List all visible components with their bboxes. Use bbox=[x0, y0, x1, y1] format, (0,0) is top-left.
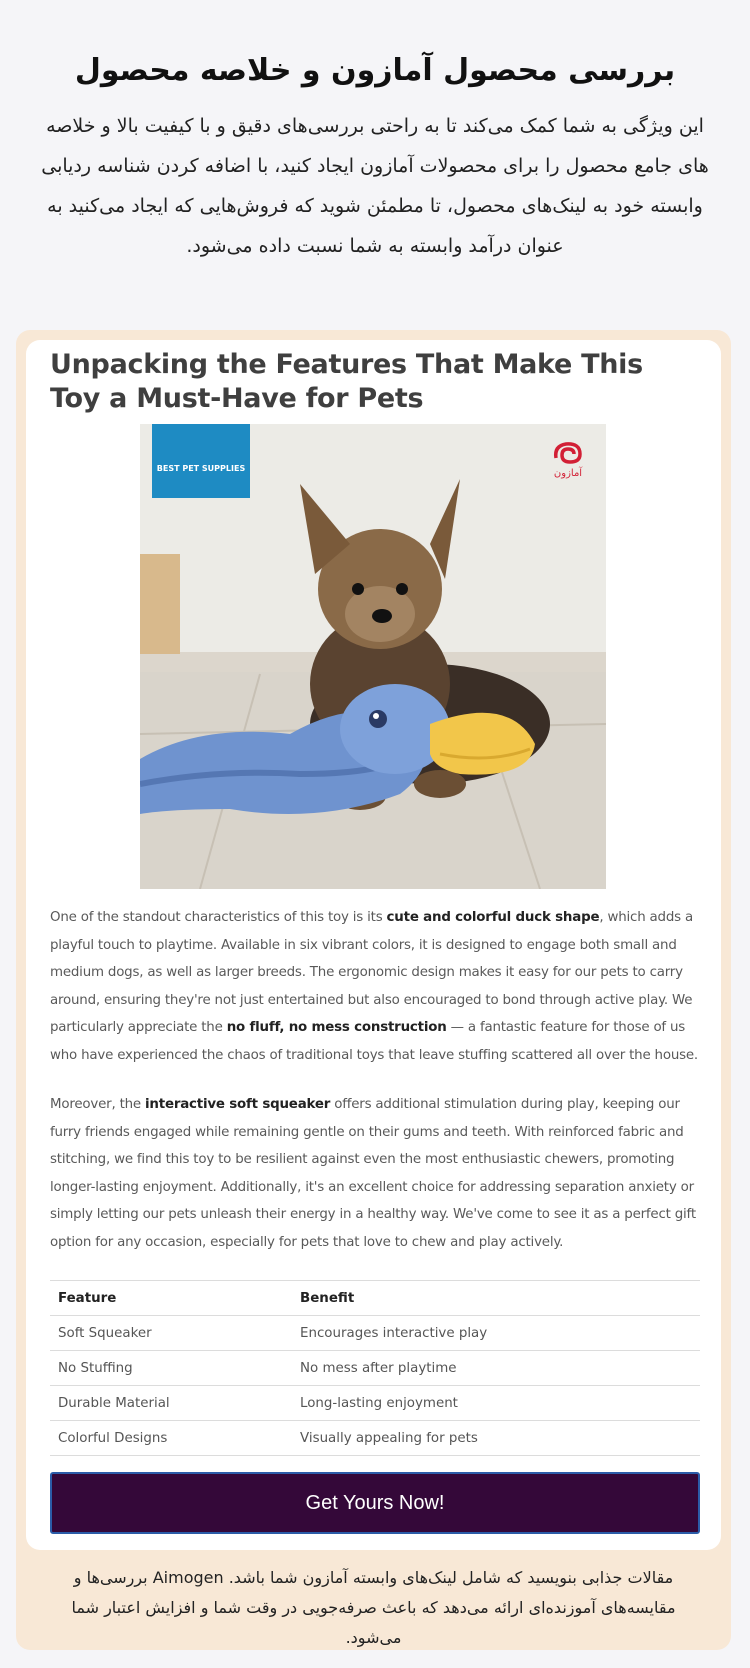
features-table bbox=[50, 1280, 700, 1456]
product-image bbox=[140, 424, 606, 889]
article-paragraph-2: Moreover, the interactive soft squeaker offers additional stimulation during play, keeping our furry friends engaged while remaining gentle on their gums and teeth. With reinforced fabric and stitching, we find this toy to be resilient against even the most enthusiastic chewers, promoting longer-lasting enjoyment. Additionally, it's an excellent choice for addressing separation anxiety or simply letting our pets unleash their energy in a healthy way. We've come to see it as a perfect gift option for any occasion, especially for pets that love to chew and play actively. bbox=[50, 1097, 696, 1250]
hero-section bbox=[0, 0, 750, 266]
table-cell-feature: Durable Material bbox=[50, 1386, 300, 1421]
table-cell-benefit: No mess after playtime bbox=[300, 1351, 700, 1386]
brand-logo bbox=[538, 440, 598, 484]
get-yours-now-button[interactable]: Get Yours Now! bbox=[50, 1472, 700, 1534]
best-pet-supplies-badge bbox=[152, 424, 250, 498]
table-header-feature: Feature bbox=[50, 1281, 300, 1316]
table-row bbox=[50, 1351, 700, 1386]
footer-description: مقالات جذابی بنویسید که شامل لینک‌های وابسته آمازون شما باشد. Aimogen بررسی‌ها و مقایسه‌های آموزنده‌ای ارائه می‌دهد که باعث صرفه‌جویی در وقت شما و افزایش اعتبار شما می‌شود. bbox=[71, 1568, 676, 1647]
table-cell-feature: No Stuffing bbox=[50, 1351, 300, 1386]
swirl-logo-icon bbox=[550, 440, 586, 464]
article-paragraph-1: One of the standout characteristics of this toy is its cute and colorful duck shape, which adds a playful touch to playtime. Available in six vibrant colors, it is designed to engage both small and medium dogs, as well as larger breeds. The ergonomic design makes it easy for our pets to carry around, ensuring they're not just entertained but also encouraged to bond through active play. We particularly appreciate the no fluff, no mess construction — a fantastic feature for those of us who have experienced the chaos of traditional toys that leave stuffing scattered all over the house. bbox=[50, 910, 698, 1063]
table-header-benefit: Benefit bbox=[300, 1281, 700, 1316]
table-cell-benefit: Long-lasting enjoyment bbox=[300, 1386, 700, 1421]
highlight-no-fluff: no fluff, no mess construction bbox=[226, 1020, 447, 1036]
table-cell-feature: Soft Squeaker bbox=[50, 1316, 300, 1351]
highlight-duck-shape: cute and colorful duck shape bbox=[386, 910, 600, 925]
article-title: Unpacking the Features That Make This Toy a Must-Have for Pets bbox=[50, 349, 643, 414]
table-row bbox=[50, 1386, 700, 1421]
article-card bbox=[26, 340, 721, 1550]
highlight-squeaker: interactive soft squeaker bbox=[145, 1097, 331, 1112]
table-row bbox=[50, 1421, 700, 1456]
brand-logo-text: آمازون bbox=[553, 468, 583, 479]
table-cell-benefit: Visually appealing for pets bbox=[300, 1421, 700, 1456]
table-cell-feature: Colorful Designs bbox=[50, 1421, 300, 1456]
table-cell-benefit: Encourages interactive play bbox=[300, 1316, 700, 1351]
badge-text: BEST PET SUPPLIES bbox=[156, 464, 246, 473]
table-header-row bbox=[50, 1281, 700, 1316]
page-description: این ویژگی به شما کمک می‌کند تا به راحتی بررسی‌های دقیق و با کیفیت بالا و خلاصه های جامع محصول را برای محصولات آمازون ایجاد کنید، با اضافه کردن شناسه ردیابی وابسته خود به لینک‌های محصول، تا مطمئن شوید که فروش‌هایی که ایجاد می‌کنید به عنوان درآمد وابسته به شما نسبت داده می‌شود. bbox=[41, 115, 709, 257]
preview-panel bbox=[16, 330, 731, 1650]
table-row bbox=[50, 1316, 700, 1351]
page-title: بررسی محصول آمازون و خلاصه محصول bbox=[74, 53, 676, 88]
